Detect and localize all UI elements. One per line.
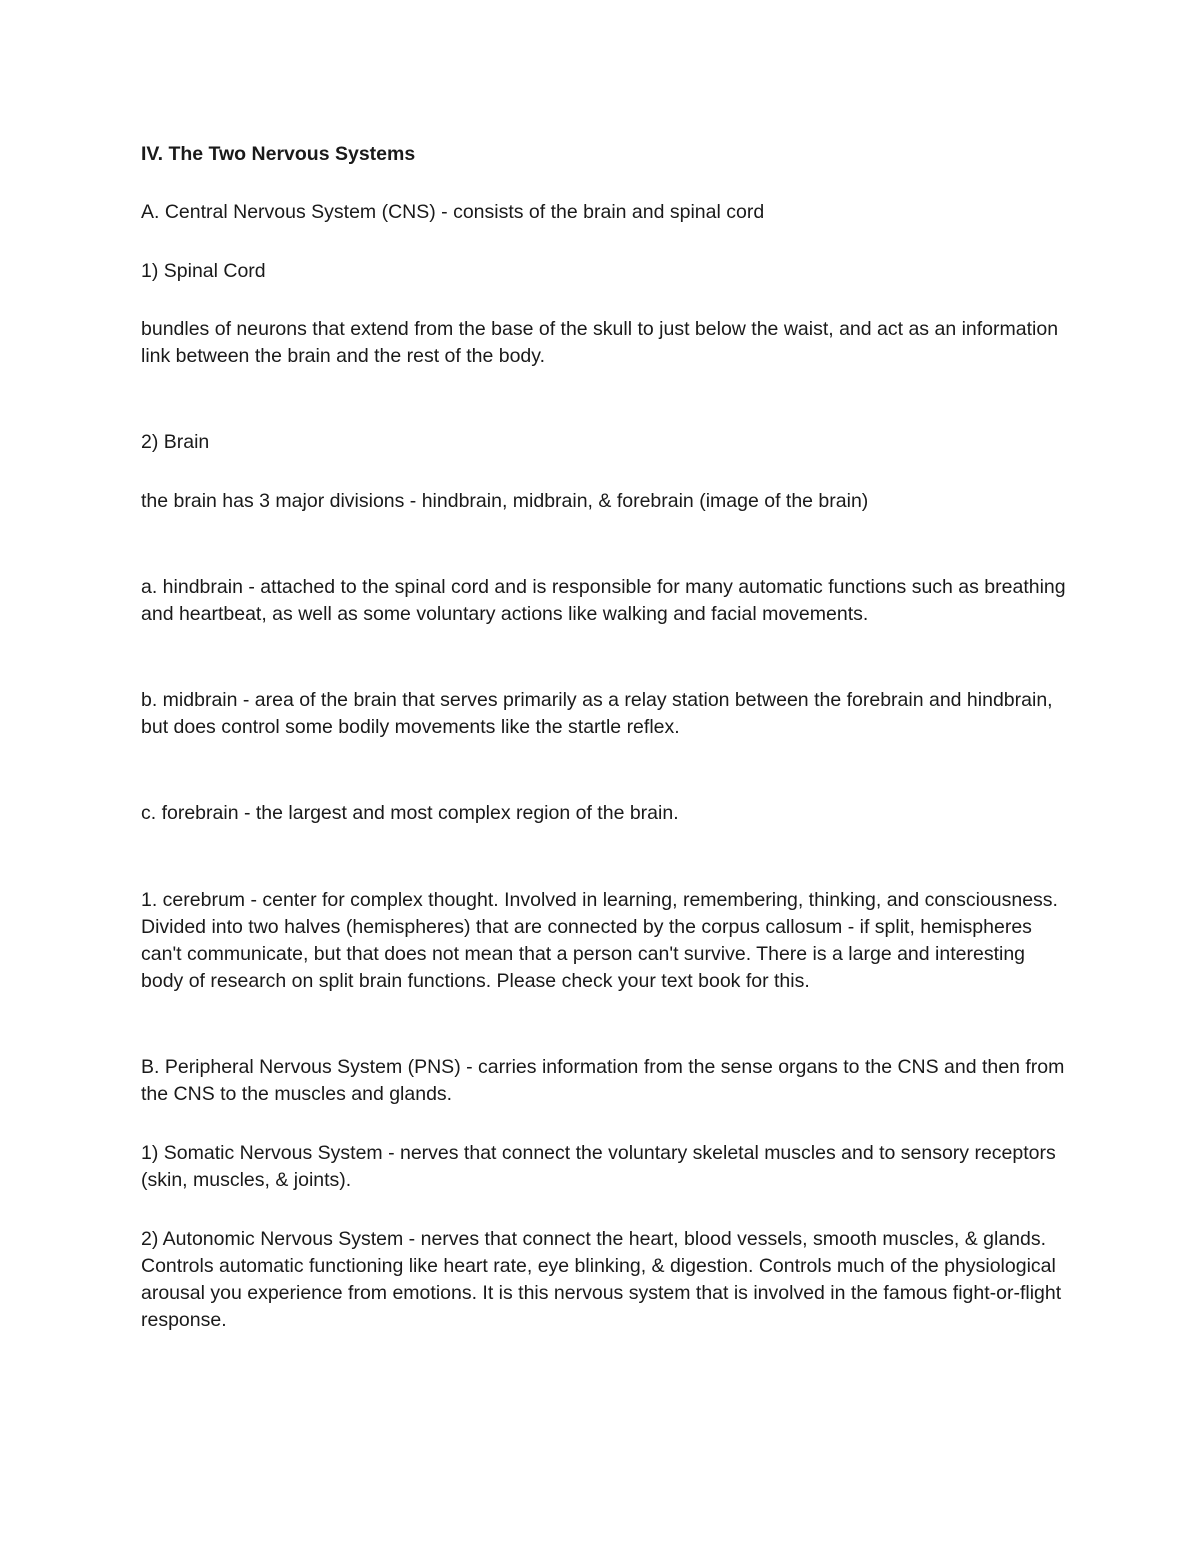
cerebrum-paragraph: 1. cerebrum - center for complex thought. Involved in learning, remembering, thinking, and consciousness. Divided into two halves (hemispheres) that are connected by the corpus callosum - if split, hemispheres can't communicate, but that does not mean that a person can't survive. There is a large and interesting body of research on split brain functions. Please check your text book for this.: [141, 889, 1058, 992]
brain-paragraph: the brain has 3 major divisions - hindbrain, midbrain, & forebrain (image of the brain): [141, 490, 869, 512]
hindbrain-paragraph: a. hindbrain - attached to the spinal cord and is responsible for many automatic functions such as breathing and heartbeat, as well as some voluntary actions like walking and facial movements.: [141, 576, 1066, 625]
forebrain-paragraph: c. forebrain - the largest and most complex region of the brain.: [141, 802, 679, 824]
somatic-paragraph: 1) Somatic Nervous System - nerves that connect the voluntary skeletal muscles and to sensory receptors (skin, muscles, & joints).: [141, 1142, 1056, 1191]
section-b-paragraph: B. Peripheral Nervous System (PNS) - carries information from the sense organs to the CNS and then from the CNS to the muscles and glands.: [141, 1056, 1065, 1105]
autonomic-paragraph: 2) Autonomic Nervous System - nerves that connect the heart, blood vessels, smooth muscles, & glands. Controls automatic functioning like heart rate, eye blinking, & digestion. Controls much of the physiological arousal you experience from emotions. It is this nervous system that is involved in the famous fight-or-flight response.: [141, 1228, 1062, 1331]
document-title: IV. The Two Nervous Systems: [141, 143, 416, 165]
spinal-cord-paragraph: bundles of neurons that extend from the base of the skull to just below the waist, and act as an information link between the brain and the rest of the body.: [141, 318, 1059, 367]
midbrain-paragraph: b. midbrain - area of the brain that serves primarily as a relay station between the forebrain and hindbrain, but does control some bodily movements like the startle reflex.: [141, 689, 1053, 738]
section-a-heading: A. Central Nervous System (CNS) - consists of the brain and spinal cord: [141, 201, 765, 223]
spinal-cord-heading: 1) Spinal Cord: [141, 260, 266, 282]
brain-heading: 2) Brain: [141, 431, 210, 453]
